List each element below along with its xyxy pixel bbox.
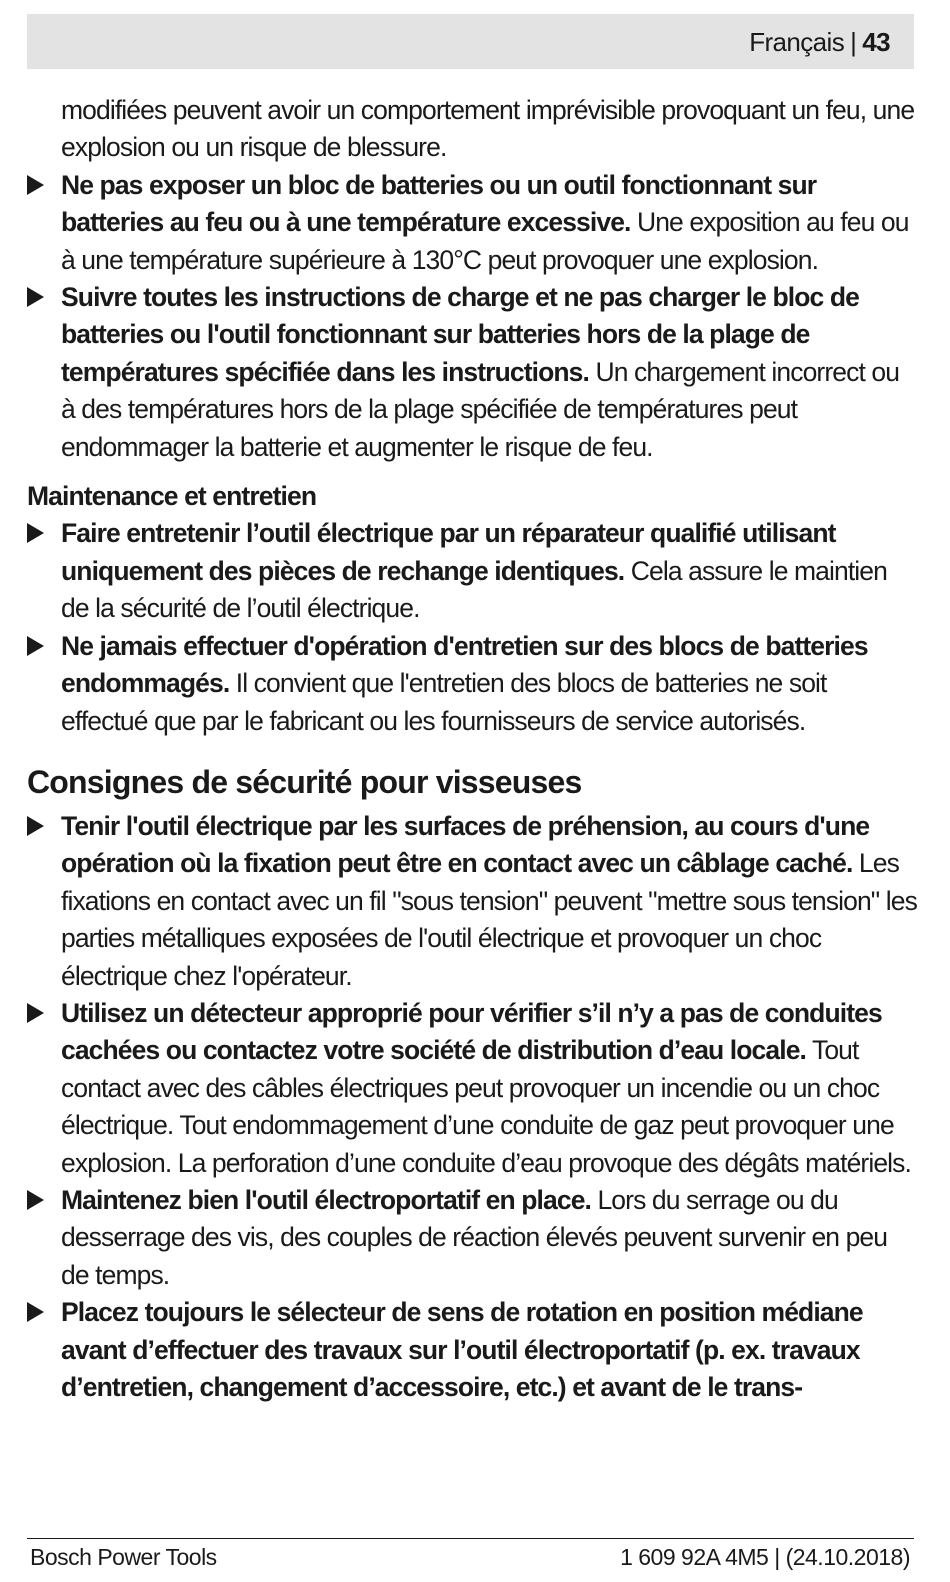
item-bold-text: Maintenez bien l'outil électroportatif en place. [61,1184,591,1215]
bullet-triangle-icon [27,1190,44,1210]
item-text: Cela assure le maintien de la sécurité de l’outil électrique. [61,555,887,624]
list-item [27,515,917,627]
item-bold-text: Ne pas exposer un bloc de batteries ou un outil fonctionnant sur batteries au feu ou à une température excessive. [61,169,817,238]
item-bold-text: Faire entretenir l’outil électrique par un réparateur qualifié utilisant uniquement des pièces de rechange identiques. [61,518,836,586]
item-text: Tout contact avec des câbles électriques peut provoquer un incendie ou un choc électrique. Tout endommagement d’une conduite de gaz peut provoquer une explosion. La perforation d’une conduite d’eau provoque des dégâts matériels. [61,1035,911,1178]
header-label [749,26,890,58]
list-item [27,167,917,279]
maintenance-heading: Maintenance et entretien [27,481,317,512]
item-text: Il convient que l'entretien des blocs de batteries ne soit effectué que par le fabricant ou les fournisseurs de service autorisés. [61,668,827,736]
item-text: Lors du serrage ou du desserrage des vis, des couples de réaction élevés peuvent survenir en peu de temps. [61,1184,888,1290]
footer-divider [27,1538,914,1539]
page-number: 43 [862,27,890,57]
item-text: Les fixations en contact avec un fil "sous tension" peuvent "mettre sous tension" les parties métalliques exposées de l'outil électrique et provoquer un choc électrique chez l'opérateur. [61,848,917,991]
bullet-triangle-icon [27,636,44,656]
list-item [27,808,917,995]
section-heading: Consignes de sécurité pour visseuses [27,763,582,800]
intro-paragraph: modifiées peuvent avoir un comportement imprévisible provoquant un feu, une explosion ou un risque de blessure. [61,95,915,163]
bullet-triangle-icon [27,816,44,836]
bullet-triangle-icon [27,1003,44,1023]
bullet-triangle-icon [27,175,44,195]
item-bold-text: Tenir l'outil électrique par les surfaces de préhension, au cours d'une opération où la fixation peut être en contact avec un câblage caché. [61,810,870,879]
item-text: Un chargement incorrect ou à des températures hors de la plage spécifiée de températures peut endommager la batterie et augmenter le risque de feu. [61,356,900,462]
page-body [27,92,917,1406]
list-item [27,995,917,1182]
bullet-triangle-icon [27,1302,44,1322]
item-bold-text: Utilisez un détecteur approprié pour vérifier s’il n’y a pas de conduites cachées ou contactez votre société de distribution d’eau locale. [61,997,882,1066]
item-bold-text: Placez toujours le sélecteur de sens de rotation en position médiane avant d’effectuer des travaux sur l’outil électroportatif (p. ex. travaux d’entretien, changement d’accessoire, etc.) et avant de le trans- [61,1297,863,1402]
list-item [27,1182,917,1294]
bullet-triangle-icon [27,523,44,543]
list-item [27,628,917,740]
item-text: Une exposition au feu ou à une température supérieure à 130°C peut provoquer une explosion. [61,207,909,275]
header-language: Français [749,27,845,57]
list-item [27,279,917,466]
item-bold-text: Suivre toutes les instructions de charge et ne pas charger le bloc de batteries ou l'outil fonctionnant sur batteries hors de la plage de températures spécifiée dans les instructions. [61,282,859,387]
header-separator: | [850,27,857,57]
bullet-triangle-icon [27,287,44,307]
footer-doc-id: 1 609 92A 4M5 | (24.10.2018) [620,1544,910,1570]
item-bold-text: Ne jamais effectuer d'opération d'entretien sur des blocs de batteries endommagés. [61,630,868,699]
page-header [27,14,914,69]
list-item [27,1294,917,1406]
footer-brand: Bosch Power Tools [30,1544,217,1570]
